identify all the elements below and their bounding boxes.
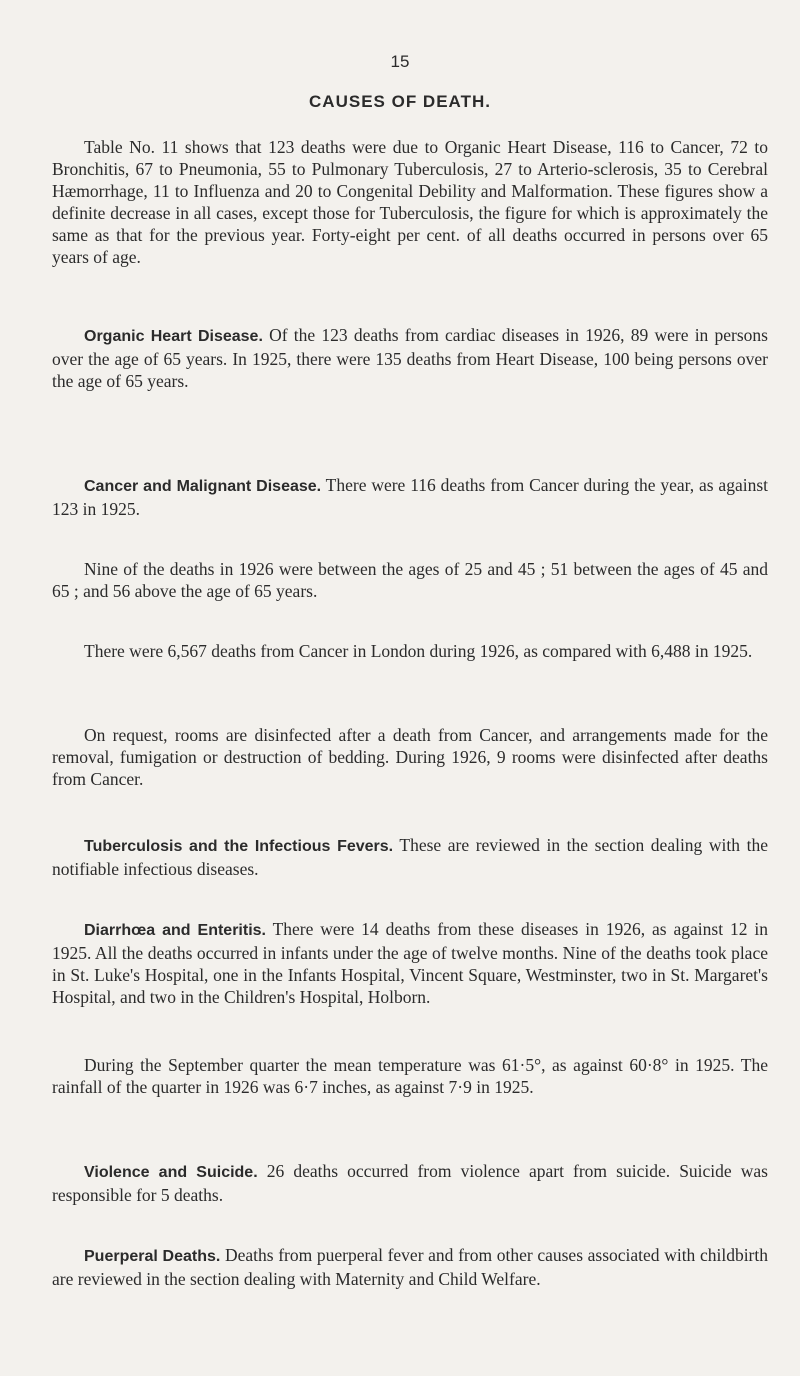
cancer-london-paragraph: There were 6,567 deaths from Cancer in London during 1926, as compared with 6,488 in 1925. bbox=[84, 641, 753, 661]
section-text: These are reviewed in the section dealing with the notifiable infectious diseases. bbox=[52, 835, 768, 879]
section-tuberculosis bbox=[52, 834, 768, 880]
section-heading: Puerperal Deaths. bbox=[84, 1248, 221, 1265]
page-title: CAUSES OF DEATH. bbox=[309, 92, 491, 111]
weather-paragraph: During the September quarter the mean temperature was 61·5°, as against 60·8° in 1925. The rainfall of the quarter in 1926 was 6·7 inches, as against 7·9 in 1925. bbox=[52, 1055, 768, 1097]
section-organic-heart-disease bbox=[52, 324, 768, 392]
section-heading: Diarrhœa and Enteritis. bbox=[84, 922, 266, 939]
section-text: Of the 123 deaths from cardiac diseases in 1926, 89 were in persons over the age of 65 years. In 1925, there were 135 deaths from Heart Disease, 100 being persons over the age of 65 years. bbox=[52, 325, 768, 391]
section-heading: Cancer and Malignant Disease. bbox=[84, 478, 322, 495]
section-text: There were 14 deaths from these diseases in 1926, as against 12 in 1925. All the deaths occurred in infants under the age of twelve months. Nine of the deaths took place in St. Luke's Hospital, one in the Infants Hospital, Vincent Square, Westminster, two in St. Margaret's Hospital, and two in the Children's Hospital, Holborn. bbox=[52, 919, 768, 1007]
cancer-ages-paragraph: Nine of the deaths in 1926 were between the ages of 25 and 45 ; 51 between the ages of 45 and 65 ; and 56 above the age of 65 years. bbox=[52, 559, 768, 601]
section-heading: Violence and Suicide. bbox=[84, 1164, 258, 1181]
section-heading: Tuberculosis and the Infectious Fevers. bbox=[84, 838, 394, 855]
section-puerperal bbox=[52, 1244, 768, 1290]
section-heading: Organic Heart Disease. bbox=[84, 328, 263, 345]
section-diarrhoea bbox=[52, 918, 768, 1008]
cancer-disinfection-paragraph: On request, rooms are disinfected after a death from Cancer, and arrangements made for the removal, fumigation or destruction of bedding. During 1926, 9 rooms were disinfected after deaths from Cancer. bbox=[52, 725, 768, 789]
section-violence bbox=[52, 1160, 768, 1206]
intro-paragraph: Table No. 11 shows that 123 deaths were due to Organic Heart Disease, 116 to Cancer, 72 to Bronchitis, 67 to Pneumonia, 55 to Pulmonary Tuberculosis, 27 to Arterio-sclerosis, 35 to Cerebral Hæmorrhage, 11 to Influenza and 20 to Congenital Debility and Malformation. These figures show a definite decrease in all cases, except those for Tuberculosis, the figure for which is approximately the same as that for the previous year. Forty-eight per cent. of all deaths occurred in persons over 65 years of age. bbox=[52, 137, 768, 267]
section-text: There were 116 deaths from Cancer during the year, as against 123 in 1925. bbox=[52, 475, 768, 519]
section-cancer bbox=[52, 474, 768, 520]
section-text: 26 deaths occurred from violence apart from suicide. Suicide was responsible for 5 deaths. bbox=[52, 1161, 768, 1205]
page-number: 15 bbox=[390, 52, 410, 71]
section-text: Deaths from puerperal fever and from other causes associated with childbirth are reviewed in the section dealing with Maternity and Child Welfare. bbox=[52, 1245, 768, 1289]
